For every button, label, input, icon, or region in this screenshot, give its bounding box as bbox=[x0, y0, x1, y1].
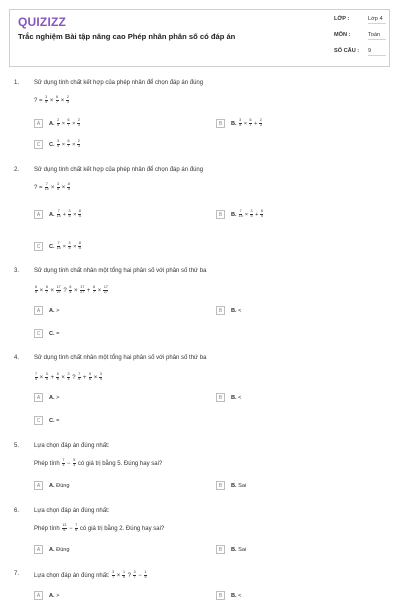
option-text: Đúng bbox=[56, 546, 70, 553]
option-letter-box: A bbox=[34, 545, 43, 554]
option-a[interactable] bbox=[34, 209, 82, 220]
option-letter-box: C bbox=[34, 242, 43, 251]
option-text: > bbox=[56, 394, 60, 401]
option-label: A. bbox=[49, 394, 55, 401]
option-label: C. bbox=[49, 417, 55, 424]
option-text: $\frac{7}{15}$ × $\frac{3}{5}$ × $\frac{8}{5}$ bbox=[56, 241, 81, 250]
question-expression: Phép tính $\frac{7}{3}$ − $\frac{5}{3}$ có giá trị bằng 5. Đúng hay sai? bbox=[34, 458, 163, 467]
question-prompt: Lựa chọn đáp án đúng nhất: bbox=[34, 443, 110, 449]
option-label: B. bbox=[231, 120, 237, 127]
option-letter-box: A bbox=[34, 393, 43, 402]
option-letter-box: B bbox=[216, 545, 225, 554]
option-b[interactable] bbox=[216, 480, 246, 491]
option-b[interactable] bbox=[216, 590, 241, 601]
class-label: LỚP : bbox=[334, 16, 350, 22]
option-letter-box: B bbox=[216, 591, 225, 600]
question-number: 7. bbox=[14, 571, 20, 577]
worksheet-title: Trắc nghiệm Bài tập nâng cao Phép nhân phân số có đáp án bbox=[18, 32, 236, 41]
option-a[interactable] bbox=[34, 590, 59, 601]
option-text: < bbox=[238, 394, 242, 401]
option-letter-box: B bbox=[216, 119, 225, 128]
question-prompt: Sử dụng tính chất kết hợp của phép nhân để chọn đáp án đúng bbox=[34, 167, 204, 173]
option-letter-box: A bbox=[34, 481, 43, 490]
question-number: 3. bbox=[14, 268, 20, 274]
option-text: $\frac{7}{15}$ × $\frac{3}{5}$ + $\frac{8}{5}$ bbox=[238, 209, 263, 218]
question-prompt: Lựa chọn đáp án đúng nhất: bbox=[34, 508, 110, 514]
option-c[interactable] bbox=[34, 415, 59, 426]
option-b[interactable] bbox=[216, 544, 246, 555]
option-b[interactable] bbox=[216, 392, 241, 403]
option-label: C. bbox=[49, 330, 55, 337]
question-number: 5. bbox=[14, 443, 20, 449]
question-number: 6. bbox=[14, 508, 20, 514]
count-value: 9 bbox=[368, 48, 386, 56]
option-text: $\frac{2}{5}$ × $\frac{6}{7}$ × $\frac{2}{3}$ bbox=[57, 118, 80, 127]
option-label: A. bbox=[49, 120, 55, 127]
question-number: 2. bbox=[14, 167, 20, 173]
question-expression: ? = $\frac{7}{15}$ × $\frac{3}{5}$ × $\frac{8}{5}$ bbox=[34, 182, 70, 191]
option-a[interactable] bbox=[34, 544, 70, 555]
option-a[interactable] bbox=[34, 305, 59, 316]
option-b[interactable] bbox=[216, 118, 263, 129]
option-a[interactable] bbox=[34, 392, 59, 403]
quizizz-logo: QUIZIZZ bbox=[18, 15, 67, 29]
option-text: Sai bbox=[238, 546, 247, 553]
option-label: B. bbox=[231, 546, 237, 553]
option-text: > bbox=[56, 307, 60, 314]
option-label: A. bbox=[49, 546, 55, 553]
option-label: B. bbox=[231, 307, 237, 314]
option-label: B. bbox=[231, 592, 237, 599]
option-text: = bbox=[56, 330, 60, 337]
option-letter-box: C bbox=[34, 329, 43, 338]
option-text: $\frac{3}{5}$ × $\frac{6}{7}$ + $\frac{2}{3}$ bbox=[239, 118, 262, 127]
question-expression: $\frac{8}{5}$ × $\frac{8}{7}$ × $\frac{17}{27}$ ? $\frac{8}{5}$ × $\frac{17}{27}$ + $\frac{8}{7}$ × $\frac{17}{27}$ bbox=[35, 285, 108, 294]
option-letter-box: C bbox=[34, 140, 43, 149]
option-b[interactable] bbox=[216, 209, 264, 220]
option-text: > bbox=[56, 592, 60, 599]
question-prompt: Lựa chọn đáp án đúng nhất: $\frac{3}{7}$ × $\frac{1}{5}$ ? $\frac{3}{7}$ − $\frac{1}{5}$ bbox=[34, 570, 147, 579]
option-text: Sai bbox=[238, 482, 247, 489]
option-text: Đúng bbox=[56, 482, 70, 489]
option-text: $\frac{3}{5}$ × $\frac{6}{7}$ × $\frac{2}{3}$ bbox=[57, 139, 80, 148]
worksheet-header bbox=[9, 9, 390, 67]
question-expression: Phép tính $\frac{13}{6}$ − $\frac{7}{6}$ có giá trị bằng 2. Đúng hay sai? bbox=[34, 523, 165, 532]
question-expression: $\frac{7}{5}$ × $\frac{3}{4}$ + $\frac{5}{6}$ × $\frac{3}{4}$ ? $\frac{7}{5}$ + $\frac{5}{6}$ × $\frac{3}{4}$ bbox=[35, 372, 102, 381]
option-label: B. bbox=[231, 482, 237, 489]
option-text: $\frac{7}{15}$ + $\frac{3}{5}$ × $\frac{8}{5}$ bbox=[56, 209, 81, 218]
option-label: A. bbox=[49, 482, 55, 489]
count-label: SỐ CÂU : bbox=[334, 48, 360, 54]
class-value: Lớp 4 bbox=[368, 16, 386, 24]
option-letter-box: B bbox=[216, 210, 225, 219]
option-label: A. bbox=[49, 211, 55, 218]
option-letter-box: A bbox=[34, 591, 43, 600]
option-letter-box: A bbox=[34, 210, 43, 219]
question-prompt: Sử dụng tính chất kết hợp của phép nhân để chọn đáp án đúng bbox=[34, 80, 204, 86]
question-prompt: Sử dụng tính chất nhân một tổng hai phân số với phân số thứ ba bbox=[34, 268, 207, 274]
option-label: C. bbox=[49, 141, 55, 148]
option-c[interactable] bbox=[34, 328, 59, 339]
option-a[interactable] bbox=[34, 118, 81, 129]
option-a[interactable] bbox=[34, 480, 70, 491]
option-text: < bbox=[238, 307, 242, 314]
option-letter-box: C bbox=[34, 416, 43, 425]
question-number: 4. bbox=[14, 355, 20, 361]
option-letter-box: B bbox=[216, 393, 225, 402]
option-c[interactable] bbox=[34, 139, 81, 150]
option-label: A. bbox=[49, 592, 55, 599]
option-label: B. bbox=[231, 394, 237, 401]
subject-label: MÔN : bbox=[334, 32, 351, 38]
option-letter-box: B bbox=[216, 481, 225, 490]
question-number: 1. bbox=[14, 80, 20, 86]
subject-value: Toán bbox=[368, 32, 386, 40]
option-label: B. bbox=[231, 211, 237, 218]
option-text: = bbox=[56, 417, 60, 424]
question-prompt: Sử dụng tính chất nhân một tổng hai phân số với phân số thứ ba bbox=[34, 355, 207, 361]
option-label: C. bbox=[49, 243, 55, 250]
option-label: A. bbox=[49, 307, 55, 314]
option-c[interactable] bbox=[34, 241, 82, 252]
option-text: < bbox=[238, 592, 242, 599]
option-b[interactable] bbox=[216, 305, 241, 316]
question-expression: ? = $\frac{3}{5}$ × $\frac{6}{7}$ × $\frac{2}{3}$ bbox=[34, 95, 69, 104]
option-letter-box: A bbox=[34, 306, 43, 315]
option-letter-box: B bbox=[216, 306, 225, 315]
option-letter-box: A bbox=[34, 119, 43, 128]
